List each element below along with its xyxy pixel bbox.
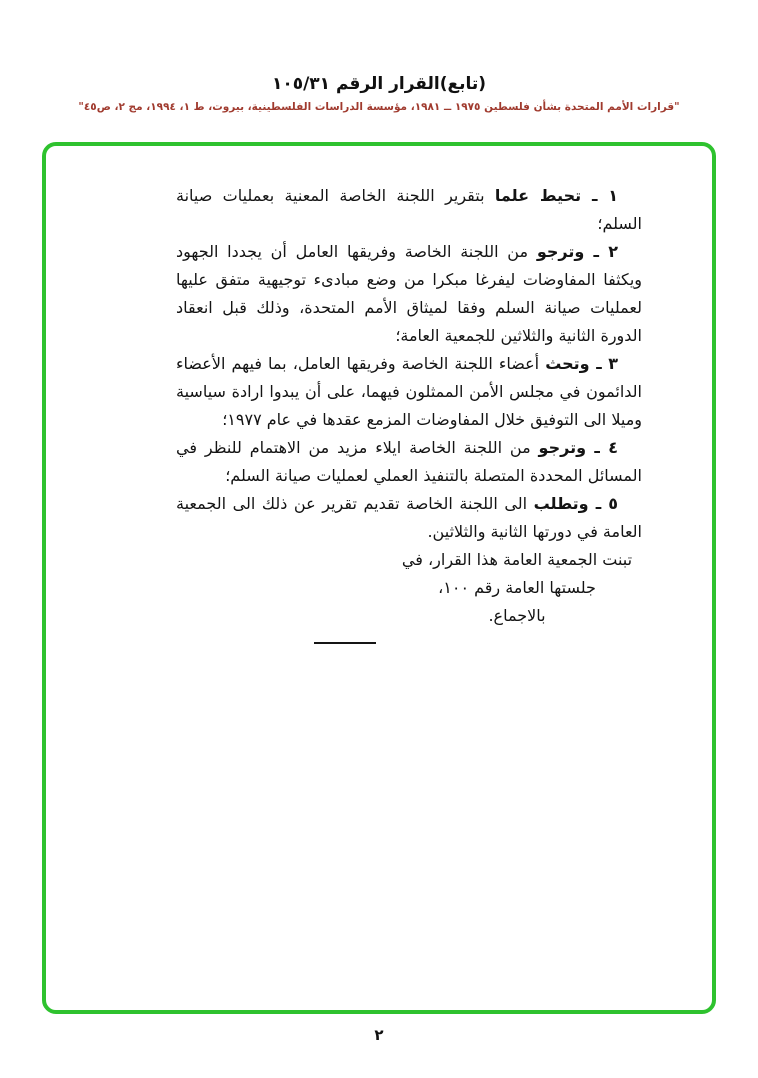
resolution-paragraph: [176, 434, 642, 490]
adoption-line: جلستها العامة رقم ١٠٠،: [438, 578, 596, 597]
paragraph-lead: وتحث: [545, 354, 590, 373]
adoption-note: [392, 546, 642, 630]
resolution-paragraph: [176, 490, 642, 546]
resolution-paragraph: [176, 238, 642, 350]
document-header: [0, 74, 758, 113]
end-divider: [314, 642, 376, 644]
page-number: ٢: [374, 1026, 384, 1044]
adoption-line: تبنت الجمعية العامة هذا القرار، في: [401, 550, 633, 569]
paragraph-number: ٥ ـ: [588, 494, 619, 513]
adoption-line: بالاجماع.: [488, 606, 546, 625]
paragraph-number: ٣ ـ: [589, 354, 618, 373]
paragraph-number: ٢ ـ: [584, 242, 618, 261]
paragraph-lead: وترجو: [536, 242, 585, 261]
paragraph-number: ٤ ـ: [586, 438, 618, 457]
paragraph-text: من اللجنة الخاصة وفريقها العامل أن يجددا الجهود ويكثفا المفاوضات ليفرغا مبكرا من وضع مبادىء توجيهية متفق عليها لعمليات صيانة السلم وفقا لميثاق الأمم المتحدة، وذلك قبل انعقاد الدورة الثانية والثلاثين للجمعية العامة؛: [176, 242, 642, 345]
paragraph-text: أعضاء اللجنة الخاصة وفريقها العامل، بما فيهم الأعضاء الدائمون في مجلس الأمن الممثلون فيهما، على أن يبدوا ارادة سياسية وميلا الى التوفيق خلال المفاوضات المزمع عقدها في عام ١٩٧٧؛: [176, 354, 642, 429]
paragraph-lead: تحيط علما: [494, 186, 582, 205]
source-citation: "قرارات الأمم المتحدة بشأن فلسطين ١٩٧٥ ــ ١٩٨١، مؤسسة الدراسات الفلسطينية، بيروت، ط ١، ١٩٩٤، مج ٢، ص٤٥": [78, 101, 680, 113]
paragraph-number: ١ ـ: [581, 186, 619, 205]
paragraph-list: [176, 182, 642, 546]
paragraph-text: من اللجنة الخاصة ايلاء مزيد من الاهتمام للنظر في المسائل المحددة المتصلة بالتنفيذ العملي لعمليات صيانة السلم؛: [176, 438, 642, 485]
paragraph-text: بتقرير اللجنة الخاصة المعنية بعمليات صيانة السلم؛: [176, 186, 642, 233]
resolution-paragraph: [176, 350, 642, 434]
paragraph-text: الى اللجنة الخاصة تقديم تقرير عن ذلك الى الجمعية العامة في دورتها الثانية والثلاثين.: [176, 494, 642, 541]
content-frame: [42, 142, 716, 1014]
resolution-paragraph: [176, 182, 642, 238]
paragraph-lead: وترجو: [538, 438, 587, 457]
resolution-body: [176, 182, 642, 644]
paragraph-lead: وتطلب: [533, 494, 589, 513]
resolution-title: (تابع)القرار الرقم ١٠٥/٣١: [271, 74, 487, 94]
